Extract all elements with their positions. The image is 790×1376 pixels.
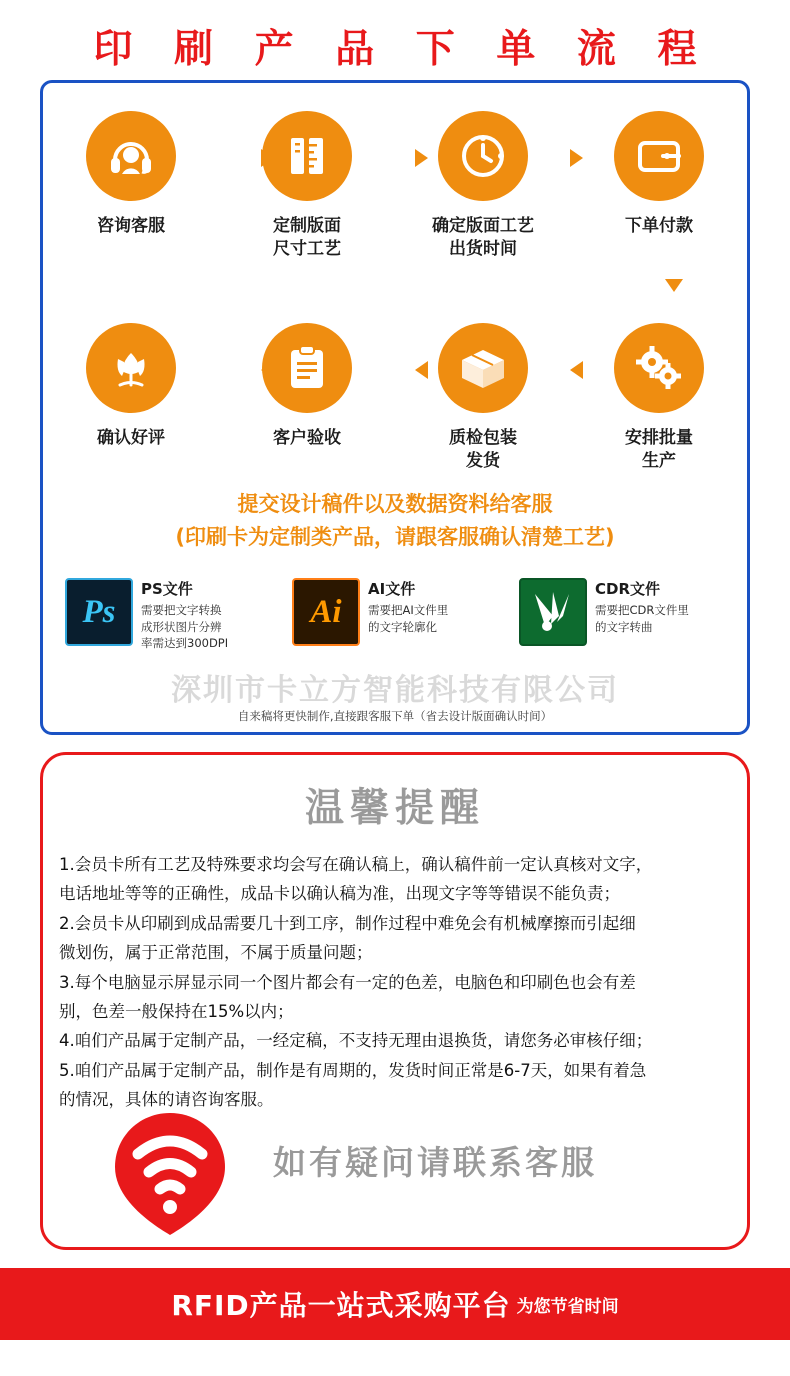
file-title: CDR文件 xyxy=(595,580,661,598)
flow-step-packaging[interactable] xyxy=(408,323,558,473)
wifi-pin-icon xyxy=(105,1109,235,1239)
flow-step-review[interactable] xyxy=(56,323,206,450)
contact-text: 如有疑问请联系客服 xyxy=(273,1143,597,1182)
arrow-right-icon xyxy=(415,149,428,167)
company-watermark: 深圳市卡立方智能科技有限公司 xyxy=(171,673,619,708)
flow-step-label-line1: 确定版面工艺 xyxy=(432,216,534,236)
file-desc-line: 的文字轮廓化 xyxy=(368,619,437,634)
flow-step-label-line2: 尺寸工艺 xyxy=(273,238,341,259)
file-desc-line: 需要把CDR文件里 xyxy=(595,603,689,617)
flow-row-2 xyxy=(43,323,747,473)
reminder-line: 微划伤，属于正常范围，不属于质量问题； xyxy=(59,943,373,963)
flow-step-consult[interactable] xyxy=(56,111,206,238)
reminder-line: 4.咱们产品属于定制产品，一经定稿，不支持无理由退换货，请您务必审核仔细； xyxy=(59,1031,653,1051)
file-item-ai xyxy=(292,578,504,652)
submit-notice xyxy=(43,488,747,553)
arrow-right-icon xyxy=(261,149,274,167)
illustrator-icon: Ai xyxy=(292,578,360,646)
clipboard-icon xyxy=(262,323,352,413)
flow-step-label: 确认好评 xyxy=(97,428,165,448)
flow-step-label-line2: 出货时间 xyxy=(449,238,517,259)
arrow-down-icon xyxy=(665,279,683,292)
file-desc xyxy=(368,602,448,635)
flow-step-label xyxy=(232,215,382,261)
arrow-right-icon xyxy=(570,149,583,167)
photoshop-icon: Ps xyxy=(65,578,133,646)
ruler-icon xyxy=(262,111,352,201)
reminder-line: 1.会员卡所有工艺及特殊要求均会写在确认稿上，确认稿件前一定认真核对文字， xyxy=(59,855,653,874)
flow-step-label: 下单付款 xyxy=(625,216,693,236)
file-title: PS文件 xyxy=(141,580,193,598)
file-desc-line: 成形状图片分辨 xyxy=(141,619,222,634)
file-desc xyxy=(141,602,228,652)
flow-row-1 xyxy=(43,111,747,261)
reminder-line: 的情况，具体的请咨询客服。 xyxy=(59,1090,274,1109)
flow-step-acceptance[interactable] xyxy=(232,323,382,450)
reminder-line: 2.会员卡从印刷到成品需要几十到工序，制作过程中难免会有机械摩擦而引起细 xyxy=(59,913,636,933)
file-desc xyxy=(595,602,689,635)
flow-step-label xyxy=(584,427,734,473)
reminder-panel xyxy=(40,752,750,1250)
coreldraw-icon xyxy=(519,578,587,646)
file-text xyxy=(133,578,228,652)
bottom-strip xyxy=(0,1340,790,1376)
file-item-cdr xyxy=(519,578,731,652)
submit-notice-line1: 提交设计稿件以及数据资料给客服 xyxy=(237,492,553,516)
flow-step-label xyxy=(408,427,558,473)
contact-row xyxy=(43,1109,747,1239)
reminder-list xyxy=(59,851,731,1114)
arrow-left-icon xyxy=(415,361,428,379)
order-flow-panel xyxy=(40,80,750,735)
flow-step-confirm-time[interactable] xyxy=(408,111,558,261)
flow-step-label-line2: 生产 xyxy=(642,450,676,471)
arrow-left-icon xyxy=(261,361,274,379)
flow-step-label-line1: 质检包装 xyxy=(449,428,517,448)
file-text xyxy=(587,578,689,635)
flow-step-production[interactable] xyxy=(584,323,734,473)
page-title: 印 刷 产 品 下 单 流 程 xyxy=(93,27,711,72)
clock-icon xyxy=(438,111,528,201)
flow-footnote: 自来稿将更快制作,直接跟客服下单（省去设计版面确认时间） xyxy=(237,709,553,723)
file-format-list xyxy=(65,578,731,652)
file-text xyxy=(360,578,448,635)
reminder-line: 3.每个电脑显示屏显示同一个图片都会有一定的色差，电脑色和印刷色也会有差 xyxy=(59,972,636,992)
submit-notice-line2: (印刷卡为定制类产品，请跟客服确认清楚工艺) xyxy=(175,524,615,549)
bottom-banner xyxy=(0,1268,790,1340)
file-title: AI文件 xyxy=(368,580,416,598)
file-desc-line: 需要把文字转换 xyxy=(141,603,222,617)
bottom-banner-sub: 为您节省时间 xyxy=(516,1296,619,1317)
flow-step-label: 客户验收 xyxy=(273,428,341,448)
box-icon xyxy=(438,323,528,413)
file-desc-line: 率需达到300DPI xyxy=(141,636,229,651)
file-item-ps xyxy=(65,578,277,652)
file-desc-line: 需要把AI文件里 xyxy=(368,603,449,617)
file-desc-line: 的文字转曲 xyxy=(595,619,653,634)
gears-icon xyxy=(614,323,704,413)
arrow-left-icon xyxy=(570,361,583,379)
flow-step-label-line1: 定制版面 xyxy=(273,216,341,236)
reminder-line: 5.咱们产品属于定制产品，制作是有周期的，发货时间正常是6-7天，如果有着急 xyxy=(59,1060,647,1080)
flow-step-label: 咨询客服 xyxy=(97,216,165,236)
flow-step-layout[interactable] xyxy=(232,111,382,261)
reminder-line: 别，色差一般保持在15%以内； xyxy=(59,1001,294,1021)
flow-step-label-line2: 发货 xyxy=(466,450,500,471)
reminder-line: 电话地址等等的正确性，成品卡以确认稿为准，出现文字等等错误不能负责； xyxy=(59,884,620,904)
reminder-title: 温馨提醒 xyxy=(304,786,485,831)
flow-step-label-line1: 安排批量 xyxy=(625,428,693,448)
bottom-banner-main: RFID产品一站式采购平台 xyxy=(171,1289,511,1322)
flow-step-label xyxy=(408,215,558,261)
headset-icon xyxy=(86,111,176,201)
flow-step-payment[interactable] xyxy=(584,111,734,238)
wallet-icon xyxy=(614,111,704,201)
flower-icon xyxy=(86,323,176,413)
